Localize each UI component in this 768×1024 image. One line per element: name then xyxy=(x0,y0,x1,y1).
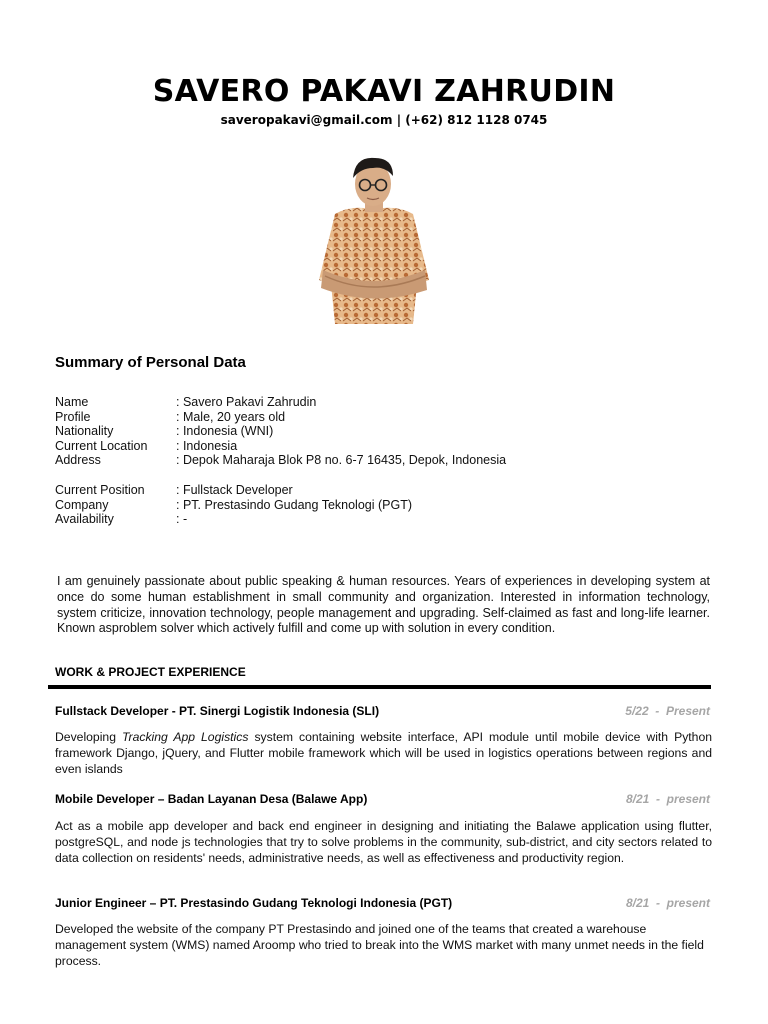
phone-text: (+62) 812 1128 0745 xyxy=(405,113,548,127)
position-row xyxy=(55,498,412,513)
experience-heading: WORK & PROJECT EXPERIENCE xyxy=(55,665,246,679)
desc-emphasis: Tracking App Logistics xyxy=(121,730,249,744)
personal-row xyxy=(55,410,506,425)
contact-separator: | xyxy=(392,113,406,127)
personal-data-table xyxy=(55,395,506,468)
contact-line xyxy=(0,113,768,127)
profile-photo xyxy=(313,152,435,324)
row-value: : - xyxy=(176,512,188,527)
job-date: 8/21 - present xyxy=(625,792,710,806)
row-value: : Savero Pakavi Zahrudin xyxy=(176,395,317,409)
personal-data-heading: Summary of Personal Data xyxy=(55,354,246,371)
row-value: : Indonesia (WNI) xyxy=(176,424,274,439)
position-row xyxy=(55,483,412,498)
row-label: Current Position xyxy=(55,483,145,497)
personal-row xyxy=(55,453,506,468)
row-value: : PT. Prestasindo Gudang Teknologi (PGT) xyxy=(176,497,412,512)
job-description: Act as a mobile app developer and back end engineer in designing and initiating the Balawe application using flutter, postgreSQL, and node js technologies that try to solve problems in the community, sub-district, and city sectors related to data collection on residents' needs, administrative needs, as well as effectiveness and productivity region. xyxy=(55,819,712,865)
email-text: saveropakavi@gmail.com xyxy=(220,113,393,127)
row-value: : Male, 20 years old xyxy=(176,409,286,424)
position-row xyxy=(55,512,412,527)
row-label: Profile xyxy=(55,409,91,424)
row-label: Name xyxy=(55,395,89,409)
job-title: Fullstack Developer - PT. Sinergi Logistik Indonesia (SLI) xyxy=(55,704,380,718)
row-value: : Indonesia xyxy=(176,438,238,453)
row-label: Availability xyxy=(55,512,114,527)
job-title: Mobile Developer – Badan Layanan Desa (Balawe App) xyxy=(55,792,368,806)
personal-row xyxy=(55,439,506,454)
summary-paragraph: I am genuinely passionate about public speaking & human resources. Years of experiences in developing system at once do some human establishment in small community and organization. Interested in information technology, system criticize, innovation technology, people management and upgrading. Self-claimed as fast and long-life learner. Known asproblem solver which actively fulfill and come up with solution in every condition. xyxy=(57,574,710,636)
position-data-table xyxy=(55,483,412,527)
row-value: : Depok Maharaja Blok P8 no. 6-7 16435, Depok, Indonesia xyxy=(176,453,507,468)
job-description xyxy=(55,730,712,777)
job-date: 5/22 - Present xyxy=(625,704,710,718)
row-label: Nationality xyxy=(55,424,114,439)
personal-row xyxy=(55,424,506,439)
row-label: Address xyxy=(55,453,101,468)
personal-row xyxy=(55,395,506,410)
row-label: Company xyxy=(55,497,109,512)
candidate-name: SAVERO PAKAVI ZAHRUDIN xyxy=(152,74,616,109)
desc-text: Developing xyxy=(55,730,122,744)
desc-text: system containing website interface, API module until mobile device with Python framework Django, jQuery, and Flutter mobile framework which will be used in logistics operations between regions and even islands xyxy=(55,730,713,776)
job-date: 8/21 - present xyxy=(625,896,710,910)
row-label: Current Location xyxy=(55,438,148,453)
job-description: Developed the website of the company PT Prestasindo and joined one of the teams that created a warehouse management system (WMS) named Aroomp who tried to break into the WMS market with many unmet needs in the field process. xyxy=(55,922,704,968)
row-value: : Fullstack Developer xyxy=(176,483,293,497)
job-title: Junior Engineer – PT. Prestasindo Gudang Teknologi Indonesia (PGT) xyxy=(55,896,453,910)
section-divider xyxy=(48,685,711,689)
